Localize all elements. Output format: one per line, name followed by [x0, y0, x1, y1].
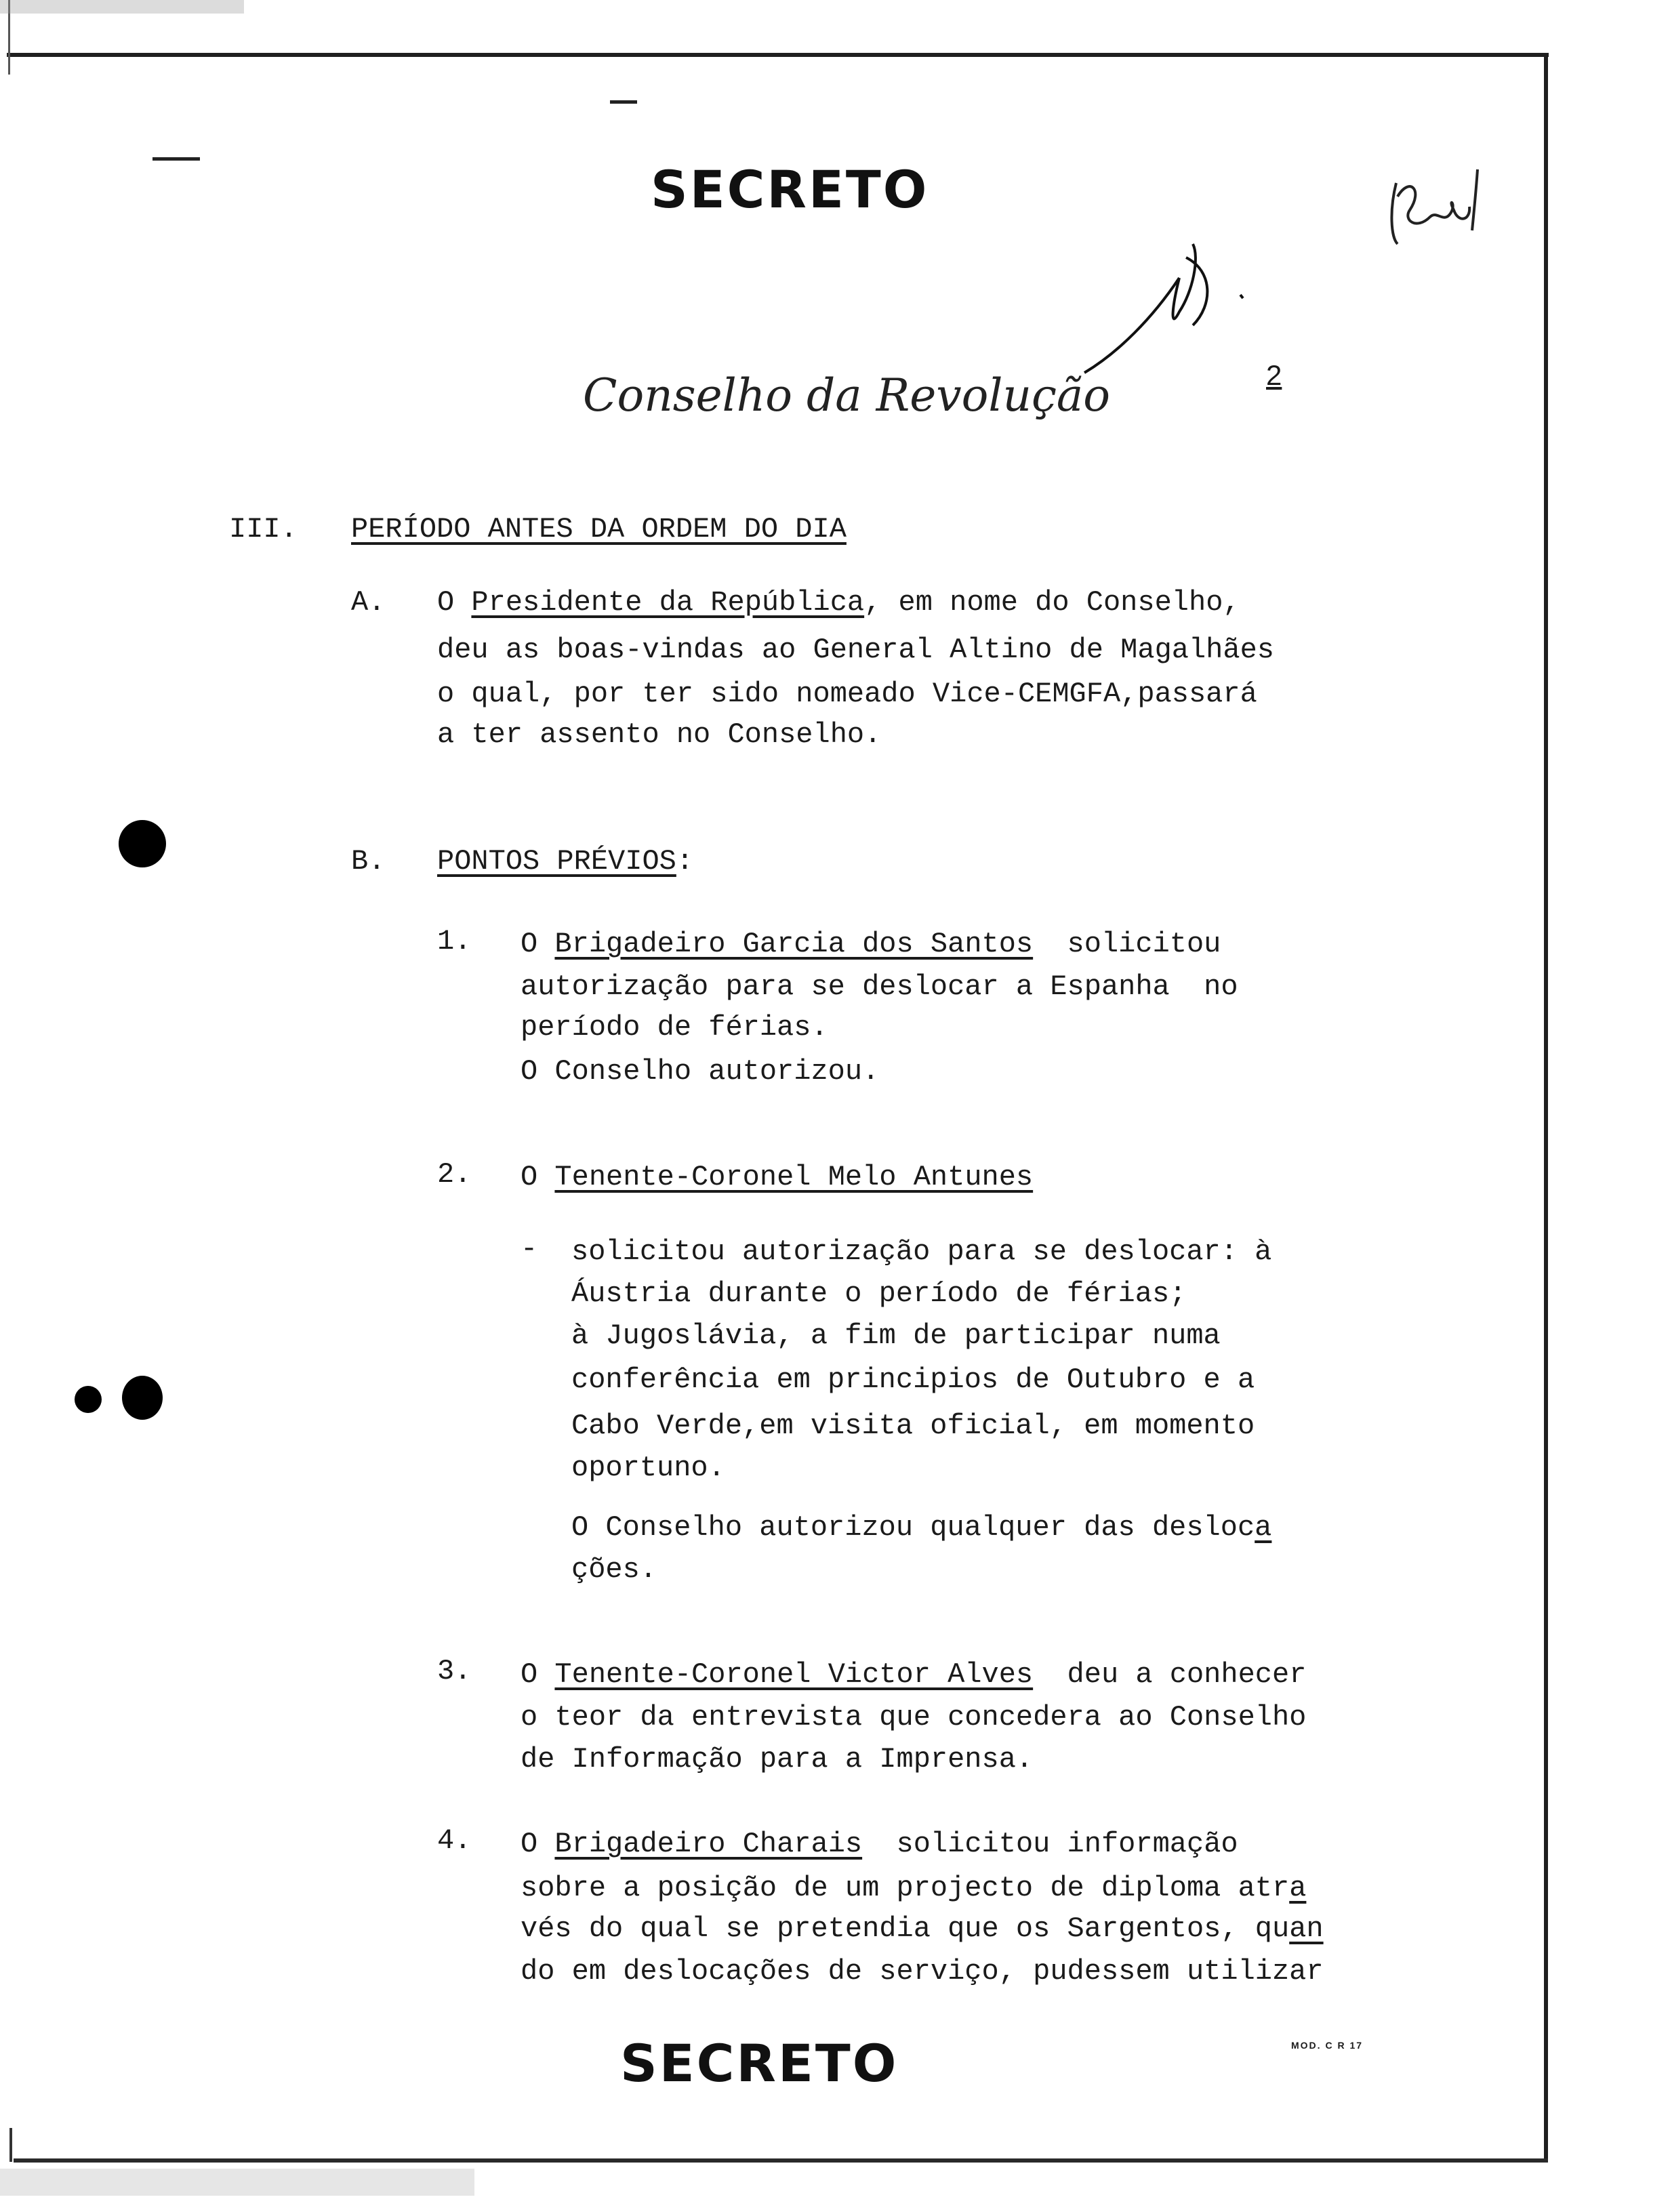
point-2-conclusion: O Conselho autorizou qualquer das desloca — [571, 1511, 1272, 1544]
page-number: 2 — [1266, 359, 1282, 391]
point-3-line: de Informação para a Imprensa. — [521, 1743, 1034, 1776]
point-3-line: o teor da entrevista que concedera ao Conselho — [521, 1701, 1307, 1734]
item-a-line: o qual, por ter sido nomeado Vice-CEMGFA,passará — [437, 678, 1257, 710]
item-b-letter: B. — [351, 845, 386, 878]
scan-noise — [0, 0, 244, 14]
handwritten-initials — [1383, 156, 1491, 258]
point-2-number: 2. — [437, 1158, 472, 1191]
point-1-number: 1. — [437, 925, 472, 958]
point-2-line: Áustria durante o período de férias; — [571, 1277, 1187, 1310]
classification-stamp-bottom: SECRETO — [620, 2033, 899, 2093]
item-b-title: PONTOS PRÉVIOS: — [437, 845, 694, 878]
punch-hole — [122, 1376, 163, 1420]
point-2-conclusion: ções. — [571, 1553, 657, 1586]
point-4-line: vés do qual se pretendia que os Sargentos, quan — [521, 1912, 1324, 1945]
point-3-line: O Tenente-Coronel Victor Alves deu a conhecer — [521, 1658, 1307, 1691]
point-4-line: sobre a posição de um projecto de diploma atra — [521, 1872, 1307, 1904]
item-a-letter: A. — [351, 586, 386, 619]
handwritten-signature — [1078, 230, 1254, 386]
point-4-line: O Brigadeiro Charais solicitou informação — [521, 1828, 1238, 1860]
punch-hole — [75, 1386, 102, 1413]
point-2-line: conferência em principios de Outubro e a — [571, 1364, 1255, 1396]
classification-stamp-top: SECRETO — [651, 159, 929, 220]
point-2-line: solicitou autorização para se deslocar: à — [571, 1235, 1272, 1268]
point-2-dash: - — [521, 1233, 538, 1265]
pen-mark — [152, 157, 200, 161]
page-border-top — [7, 53, 1549, 57]
section-title: PERÍODO ANTES DA ORDEM DO DIA — [351, 513, 847, 546]
item-a-line: O Presidente da República, em nome do Conselho, — [437, 586, 1240, 619]
item-a-line: a ter assento no Conselho. — [437, 718, 882, 751]
point-4-line: do em deslocações de serviço, pudessem utilizar — [521, 1955, 1324, 1988]
point-1-line: O Conselho autorizou. — [521, 1055, 880, 1088]
page-border-bottom — [14, 2158, 1548, 2163]
point-2-line: à Jugoslávia, a fim de participar numa — [571, 1319, 1221, 1352]
form-code: MOD. C R 17 — [1291, 2040, 1364, 2051]
point-1-line: período de férias. — [521, 1011, 828, 1044]
point-3-number: 3. — [437, 1655, 472, 1687]
punch-hole — [119, 820, 166, 867]
point-2-line: Cabo Verde,em visita oficial, em momento — [571, 1410, 1255, 1442]
page-border-left-bottom — [9, 2128, 12, 2162]
point-2-heading: O Tenente-Coronel Melo Antunes — [521, 1161, 1034, 1193]
section-number: III. — [229, 513, 298, 546]
pen-mark — [610, 100, 637, 104]
point-2-line: oportuno. — [571, 1452, 725, 1484]
item-a-line: deu as boas-vindas ao General Altino de Magalhães — [437, 634, 1275, 666]
point-4-number: 4. — [437, 1824, 472, 1857]
scan-noise — [0, 2169, 474, 2196]
point-1-line: O Brigadeiro Garcia dos Santos solicitou — [521, 928, 1221, 960]
point-1-line: autorização para se deslocar a Espanha no — [521, 970, 1238, 1003]
letterhead-title: Conselho da Revolução — [583, 369, 1111, 422]
page-border-right — [1544, 57, 1548, 2161]
